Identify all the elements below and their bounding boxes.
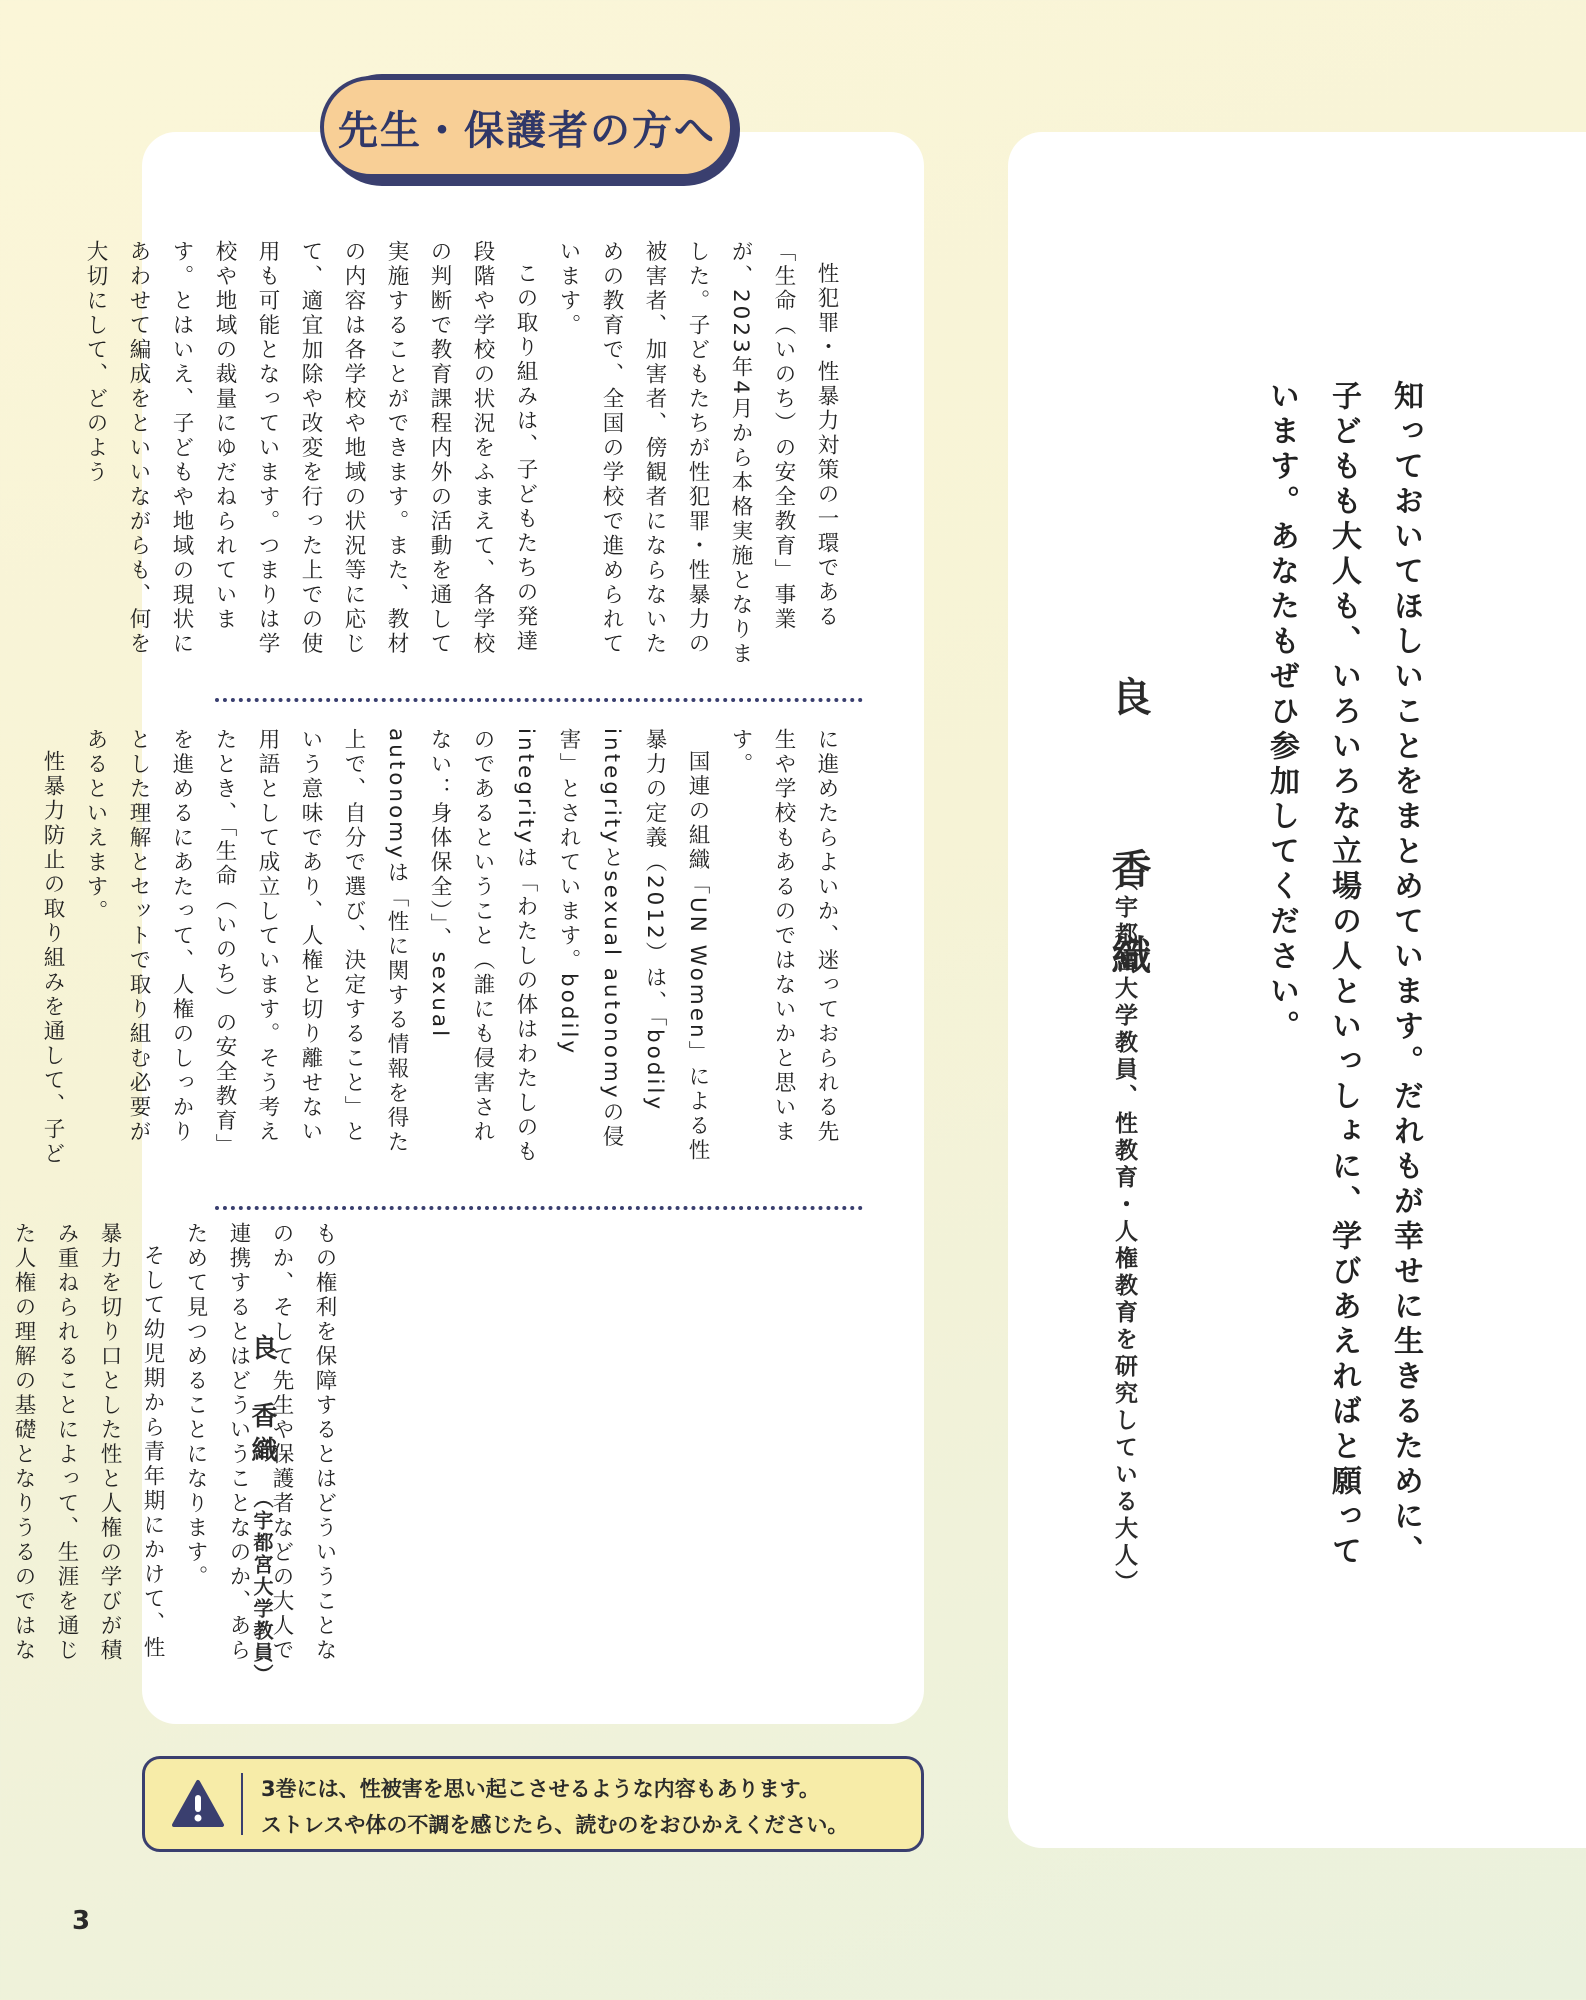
content-warning-notice <box>142 1756 924 1852</box>
section-2-paragraph: 国連の組織「UN Women」による性暴力の定義（2012）は、「bodily integrityとsexual autonomyの侵害」とされています。bodily integrityは「わたしの体はわたしのものであるということ（誰にも侵害されない：身体保全）」、sexual autonomyは「性に関する情報を得た上で、自分で選び、決定すること」という意味であり、人権と切り離せない用語として成立しています。そう考えたとき、「生命（いのち）の安全教育」を進めるにあたって、人権のしっかりとした理解とセットで取り組む必要があるといえます。 <box>83 728 710 1165</box>
notice-text <box>261 1771 848 1843</box>
section-1-paragraph: 性犯罪・性暴力対策の一環である「生命（いのち）の安全教育」事業が、2023年4月から本格実施となりました。子どもたちが性犯罪・性暴力の被害者、加害者、傍観者にならないための教育で、全国の学校で進められています。 <box>556 240 839 667</box>
section-3-paragraph: もの権利を保障するとはどういうことなのか、そして先生や保護者などの大人で連携するとはどういうことなのか、あらためて見つめることになります。 <box>183 1222 337 1663</box>
signature-affiliation: （宇都宮大学教員） <box>250 1487 274 1686</box>
notice-line: ストレスや体の不調を感じたら、読むのをおひかえください。 <box>261 1813 849 1837</box>
student-message: 知っておいてほしいことをまとめています。だれもが幸せに生きるために、子どもも大人も、いろいろな立場の人といっしょに、学びあえればと願っています。あなたもぜひ参加してください。 <box>1264 380 1423 1570</box>
section-3-signature <box>244 1334 281 1686</box>
section-3 <box>0 1222 346 1682</box>
section-2 <box>40 728 848 1168</box>
page-number: 3 <box>72 1906 91 1936</box>
warning-icon <box>171 1779 225 1829</box>
heading-badge <box>320 76 734 178</box>
section-2-paragraph: に進めたらよいか、迷っておられる先生や学校もあるのではないかと思います。 <box>728 728 839 1145</box>
section-3-paragraph: そして幼児期から青年期にかけて、性暴力を切り口とした性と人権の学びが積み重ねられることによって、生涯を通じた人権の理解の基礎となりうるのではな <box>11 1222 165 1663</box>
dotted-divider <box>215 698 863 702</box>
right-signature-affiliation: （宇都宮大学教員、性教育・人権教育を研究している大人） <box>1111 868 1137 1597</box>
signature-name: 良 香織 <box>247 1334 277 1470</box>
dotted-divider <box>215 1206 863 1210</box>
notice-line: 3巻には、性被害を思い起こさせるような内容もあります。 <box>261 1777 820 1801</box>
section-1 <box>83 240 848 675</box>
section-2-paragraph: 性暴力防止の取り組みを通して、子ど <box>40 749 65 1166</box>
heading-title: 先生・保護者の方へ <box>338 107 716 154</box>
section-1-paragraph: この取り組みは、子どもたちの発達段階や学校の状況をふまえて、各学校の判断で教育課程内外の活動を通して実施することができます。また、教材の内容は各学校や地域の状況等に応じて、適宜加除や改変を行った上での使用も可能となっています。つまりは学校や地域の裁量にゆだねられています。とはいえ、子どもや地域の現状にあわせて編成をといいながらも、何を大切にして、どのよう <box>83 240 538 657</box>
notice-divider <box>241 1773 243 1835</box>
right-signature-name: 良 香織 <box>1105 676 1151 1020</box>
